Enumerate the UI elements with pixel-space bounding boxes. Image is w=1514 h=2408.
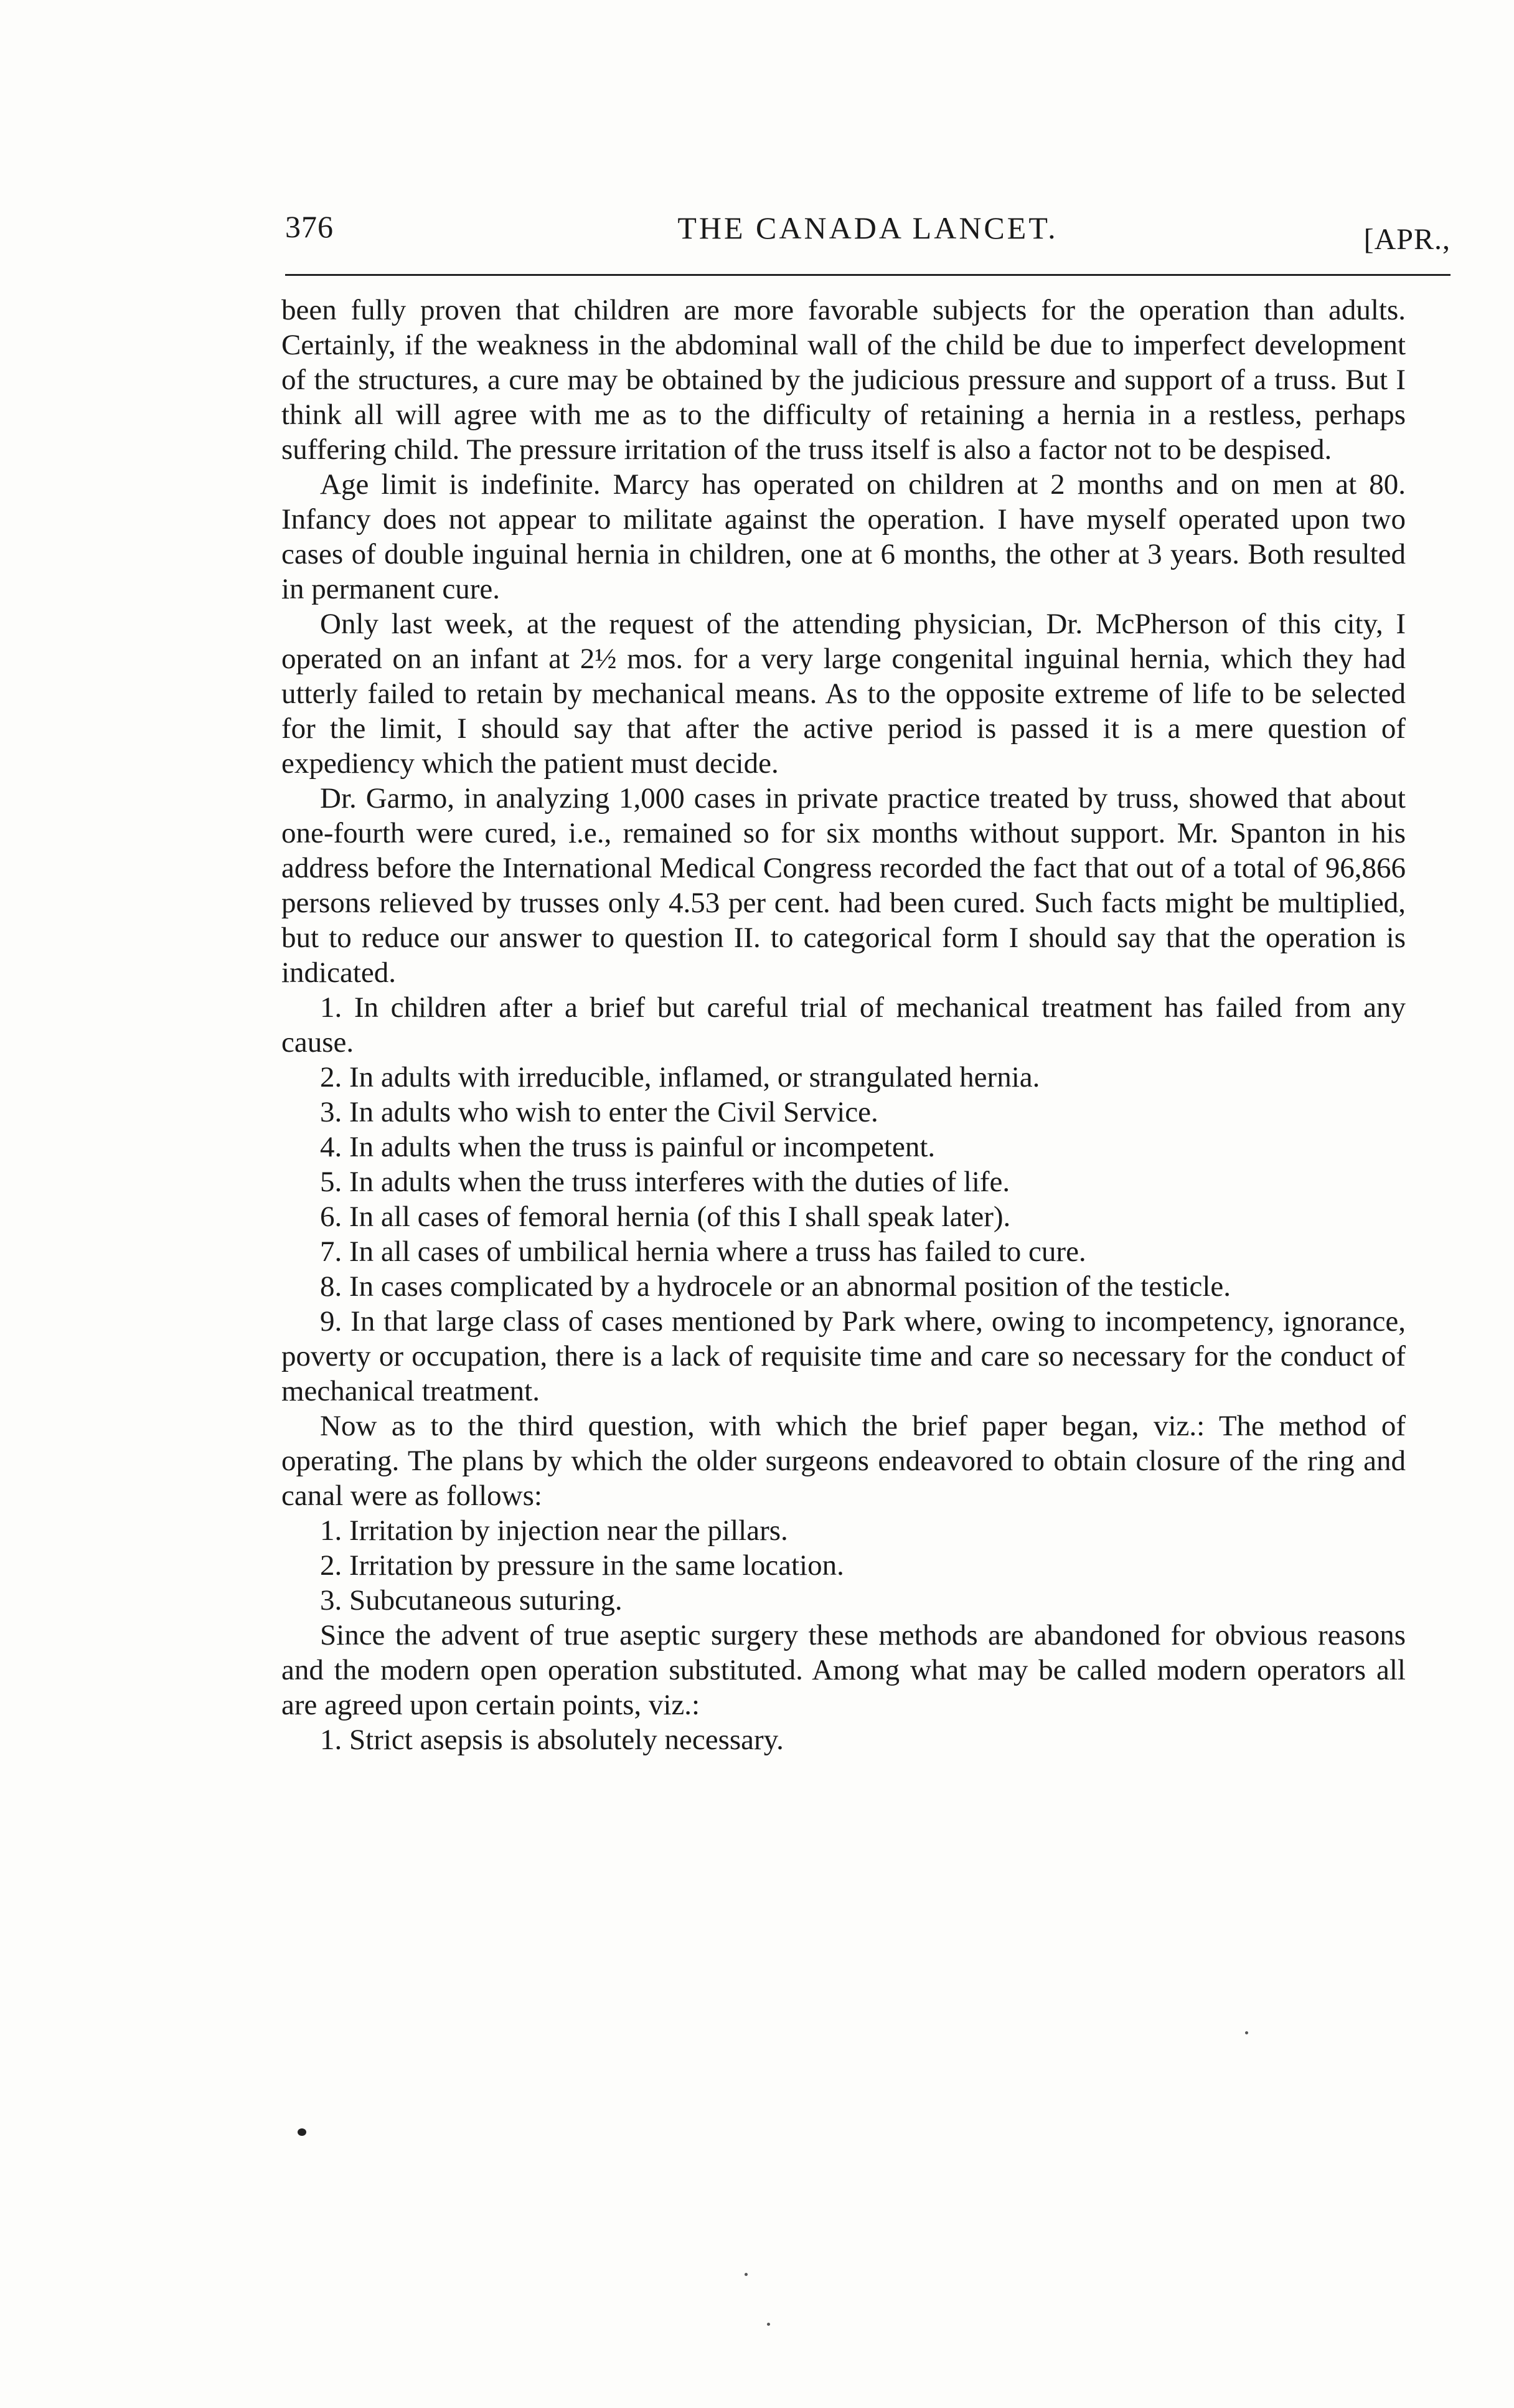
issue-month: [APR., — [1363, 223, 1451, 256]
article-body — [281, 293, 1406, 1757]
paragraph: Age limit is indefinite. Marcy has operated on children at 2 months and on men at 80. Infancy does not appear to militate against the operation. I have myself operated upon two cases of double inguinal hernia in children, one at 6 months, the other at 3 years. Both resulted in permanent cure. — [281, 468, 1406, 605]
paragraph: been fully proven that children are more favorable subjects for the operation than adults. Certainly, if the weakness in the abdominal wall of the child be due to imperfect development of the structures, a cure may be obtained by the judicious pressure and support of a truss. But I think all will agree with me as to the difficulty of retaining a hernia in a restless, perhaps suffering child. The pressure irritation of the truss itself is also a factor not to be despised. — [281, 294, 1406, 466]
indication-item: 1. In children after a brief but careful trial of mechanical treatment has failed from any cause. — [281, 991, 1406, 1059]
ink-blot — [298, 2128, 306, 2136]
method-item: 1. Irritation by injection near the pillars. — [320, 1514, 788, 1547]
indication-item: 8. In cases complicated by a hydrocele or an abnormal position of the testicle. — [320, 1270, 1231, 1303]
indication-item: 7. In all cases of umbilical hernia where a truss has failed to cure. — [320, 1235, 1086, 1268]
paper-speck — [1245, 2031, 1248, 2034]
indication-item: 9. In that large class of cases mentioned by Park where, owing to incompetency, ignorance, poverty or occupation, there is a lack of requisite time and care so necessary for the conduct of mechanical treatment. — [281, 1305, 1406, 1407]
header-rule — [285, 274, 1451, 276]
indication-item: 6. In all cases of femoral hernia (of this I shall speak later). — [320, 1201, 1011, 1233]
running-header — [285, 209, 1451, 265]
paragraph: Only last week, at the request of the attending physician, Dr. McPherson of this city, I operated on an infant at 2½ mos. for a very large congenital inguinal hernia, which they had utterly failed to retain by mechanical means. As to the opposite extreme of life to be selected for the limit, I should say that after the active period is passed it is a mere question of expediency which the patient must decide. — [281, 608, 1406, 780]
indication-item: 5. In adults when the truss interferes with the duties of life. — [320, 1166, 1010, 1198]
indication-item: 4. In adults when the truss is painful or incompetent. — [320, 1131, 936, 1163]
paper-speck — [767, 2323, 770, 2326]
method-item: 3. Subcutaneous suturing. — [320, 1584, 623, 1617]
page-number: 376 — [285, 209, 334, 244]
indication-item: 2. In adults with irreducible, inflamed, or strangulated hernia. — [320, 1061, 1040, 1093]
paragraph: Now as to the third question, with which the brief paper began, viz.: The method of operating. The plans by which the older surgeons endeavored to obtain closure of the ring and canal were as follows: — [281, 1410, 1406, 1512]
indication-item: 3. In adults who wish to enter the Civil Service. — [320, 1096, 878, 1128]
paragraph: Dr. Garmo, in analyzing 1,000 cases in private practice treated by truss, showed that about one-fourth were cured, i.e., remained so for six months without support. Mr. Spanton in his address before the International Medical Congress recorded the fact that out of a total of 96,866 persons relieved by trusses only 4.53 per cent. had been cured. Such facts might be multiplied, but to reduce our answer to question II. to categorical form I should say that the operation is indicated. — [281, 782, 1406, 989]
method-item: 2. Irritation by pressure in the same location. — [320, 1549, 844, 1582]
journal-title: THE CANADA LANCET. — [677, 210, 1058, 245]
modern-point-item: 1. Strict asepsis is absolutely necessary. — [320, 1724, 784, 1756]
paper-speck — [745, 2273, 748, 2276]
paragraph: Since the advent of true aseptic surgery these methods are abandoned for obvious reasons and the modern open operation substituted. Among what may be called modern operators all are agreed upon certain points, viz.: — [281, 1619, 1406, 1721]
